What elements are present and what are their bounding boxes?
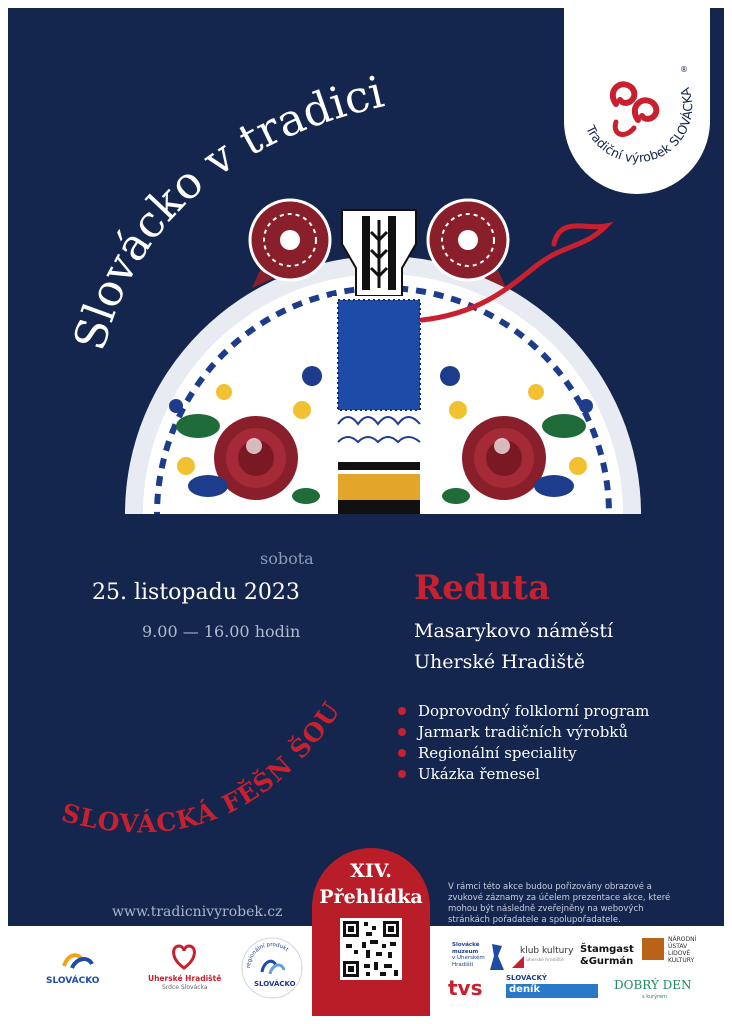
show-name-svg xyxy=(8,8,724,926)
website[interactable]: www.tradicnivyrobek.cz xyxy=(112,904,283,920)
nulk-logo xyxy=(642,936,722,976)
address-line1: Masarykovo náměstí xyxy=(414,620,614,642)
regional-product-icon xyxy=(240,936,304,1000)
address-line2: Uherské Hradiště xyxy=(414,651,585,673)
edition-number: XIV. xyxy=(350,860,392,882)
disclaimer-text: V rámci této akce budou pořizovány obrazové a zvukové záznamy za účelem prezentace akce, které mohou být následně zveřejněny na webových stránkách pořadatele a spolupořadatele. xyxy=(448,882,671,925)
denik-logo xyxy=(506,974,598,1004)
nulk-square-icon xyxy=(642,938,664,960)
museum-text: Slovácké muzeum v Uherském Hradišti xyxy=(452,942,485,968)
dobry-den-logo xyxy=(614,978,694,1006)
weekday: sobota xyxy=(260,549,314,568)
denik-line2: deník xyxy=(506,984,598,998)
regional-product-logo xyxy=(240,936,304,1000)
registered-mark: ® xyxy=(680,65,688,74)
page-title: Slovácko v tradici xyxy=(64,66,389,356)
klub-line2: uherské hradiště xyxy=(526,958,564,963)
edition-badge xyxy=(312,848,430,1016)
denik-line1: SLOVÁCKÝ xyxy=(506,974,548,982)
svg-text:SLOVÁCKO: SLOVÁCKO xyxy=(254,980,296,988)
uh-line1: Uherské Hradiště xyxy=(148,974,222,983)
svg-text:regionální produkt: regionální produkt xyxy=(245,941,290,969)
stamgast-logo xyxy=(580,942,640,976)
show-name: SLOVÁCKÁ FĚŠN ŠOU xyxy=(58,696,347,839)
qr-code-icon[interactable] xyxy=(340,918,402,980)
edition-label: Přehlídka xyxy=(319,886,423,908)
stamgast-line2: &Gurmán xyxy=(580,956,634,967)
list-item: Jarmark tradičních výrobků xyxy=(398,722,649,743)
dobry-den-text: DOBRÝ DEN xyxy=(614,978,692,992)
list-item: Regionální speciality xyxy=(398,743,649,764)
list-item: Doprovodný folklorní program xyxy=(398,701,649,722)
dobry-den-sub: s kurýrem xyxy=(642,994,668,1000)
uherske-hradiste-logo xyxy=(140,942,230,998)
event-date: 25. listopadu 2023 xyxy=(92,580,300,605)
slovacko-swirl-icon xyxy=(58,948,98,974)
list-item: Ukázka řemesel xyxy=(398,764,649,785)
slovacko-logo-text: SLOVÁCKO xyxy=(46,976,100,986)
stamgast-line1: Štamgast xyxy=(580,944,634,955)
klub-kultury-logo xyxy=(512,942,582,972)
klub-line1: klub kultury xyxy=(520,946,574,956)
poster xyxy=(8,8,724,1016)
venue-name: Reduta xyxy=(414,568,551,608)
tvs-logo: tvs xyxy=(448,976,483,1000)
slovacko-logo xyxy=(36,948,126,998)
heart-icon xyxy=(170,942,198,970)
event-hours: 9.00 — 16.00 hodin xyxy=(142,622,301,641)
museum-figure-icon xyxy=(486,942,506,972)
nulk-text: NÁRODNÍ ÚSTAV LIDOVÉ KULTURY xyxy=(668,936,697,964)
brand-ring-text: Tradiční výrobek SLOVÁCKA xyxy=(583,85,696,166)
museum-logo xyxy=(452,942,508,976)
uh-line2: Srdce Slovácka xyxy=(162,984,208,991)
klub-kultury-icon xyxy=(512,956,524,968)
